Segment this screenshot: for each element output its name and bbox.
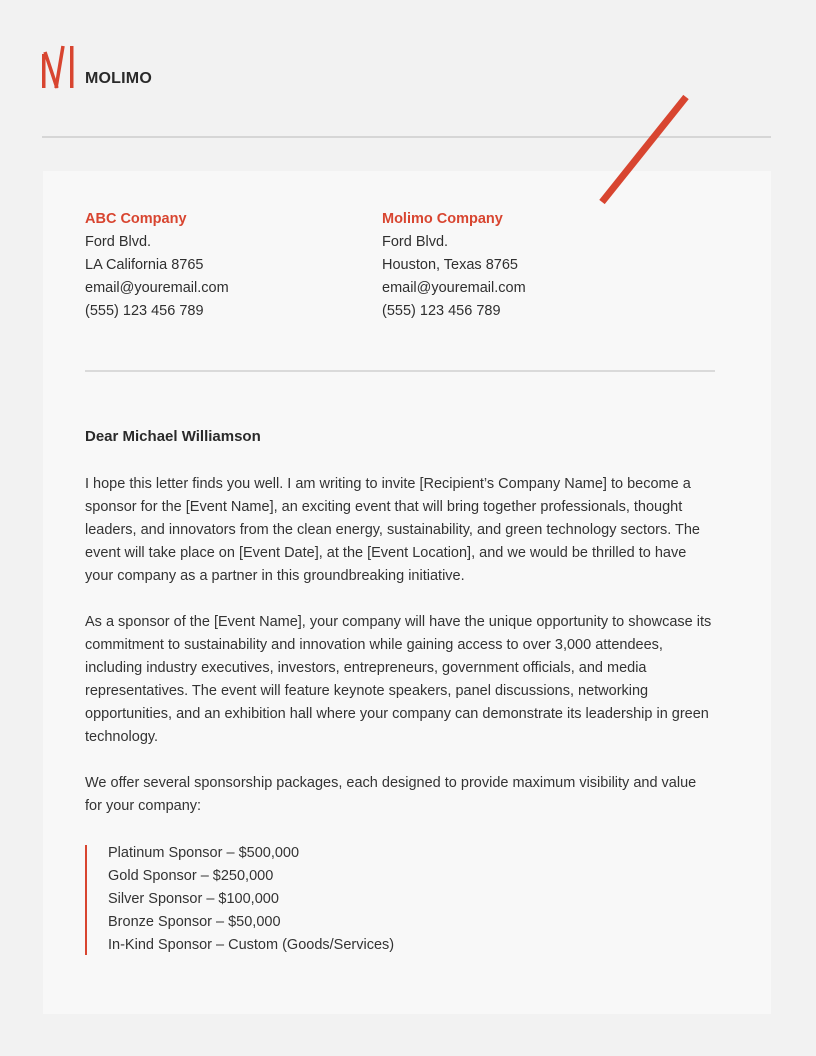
sender-city: LA California 8765	[85, 257, 204, 273]
sender-street: Ford Blvd.	[85, 234, 152, 250]
package-item-in-kind: In-Kind Sponsor – Custom (Goods/Services)	[108, 937, 395, 953]
sender-address	[85, 208, 229, 323]
brand-name: MOLIMO	[85, 70, 152, 87]
body-paragraph-3: We offer several sponsorship packages, each designed to provide maximum visibility and value for your company:	[85, 775, 697, 814]
accent-slash-decoration	[594, 92, 694, 208]
address-divider	[85, 370, 715, 372]
recipient-phone: (555) 123 456 789	[382, 303, 501, 319]
greeting: Dear Michael Williamson	[85, 428, 261, 445]
package-item-platinum: Platinum Sponsor – $500,000	[108, 845, 300, 861]
sender-company: ABC Company	[85, 211, 187, 227]
letterhead	[42, 44, 342, 92]
body-paragraph-2: As a sponsor of the [Event Name], your company will have the unique opportunity to showcase its commitment to sustainability and innovation while gaining access to over 3,000 attendees, including industry executives, investors, entrepreneurs, government officials, and media representatives. The event will feature keynote speakers, panel discussions, networking opportunities, and an exhibition hall where your company can demonstrate its leadership in green technology.	[85, 614, 712, 745]
body-paragraph-1: I hope this letter finds you well. I am writing to invite [Recipient’s Company Name] to become a sponsor for the [Event Name], an exciting event that will bring together professionals, thought leaders, and innovators from the clean energy, sustainability, and green technology sectors. The event will take place on [Event Date], at the [Event Location], and we would be thrilled to have your company as a partner in this groundbreaking initiative.	[85, 476, 700, 584]
molimo-logo-icon	[42, 44, 78, 90]
sender-email: email@youremail.com	[85, 280, 229, 296]
recipient-email: email@youremail.com	[382, 280, 526, 296]
recipient-street: Ford Blvd.	[382, 234, 449, 250]
recipient-city: Houston, Texas 8765	[382, 257, 518, 273]
sponsorship-package-list	[85, 845, 587, 955]
recipient-address	[382, 208, 526, 323]
package-item-silver: Silver Sponsor – $100,000	[108, 891, 279, 907]
package-item-bronze: Bronze Sponsor – $50,000	[108, 914, 281, 930]
sender-phone: (555) 123 456 789	[85, 303, 204, 319]
recipient-company: Molimo Company	[382, 211, 503, 227]
package-item-gold: Gold Sponsor – $250,000	[108, 868, 274, 884]
